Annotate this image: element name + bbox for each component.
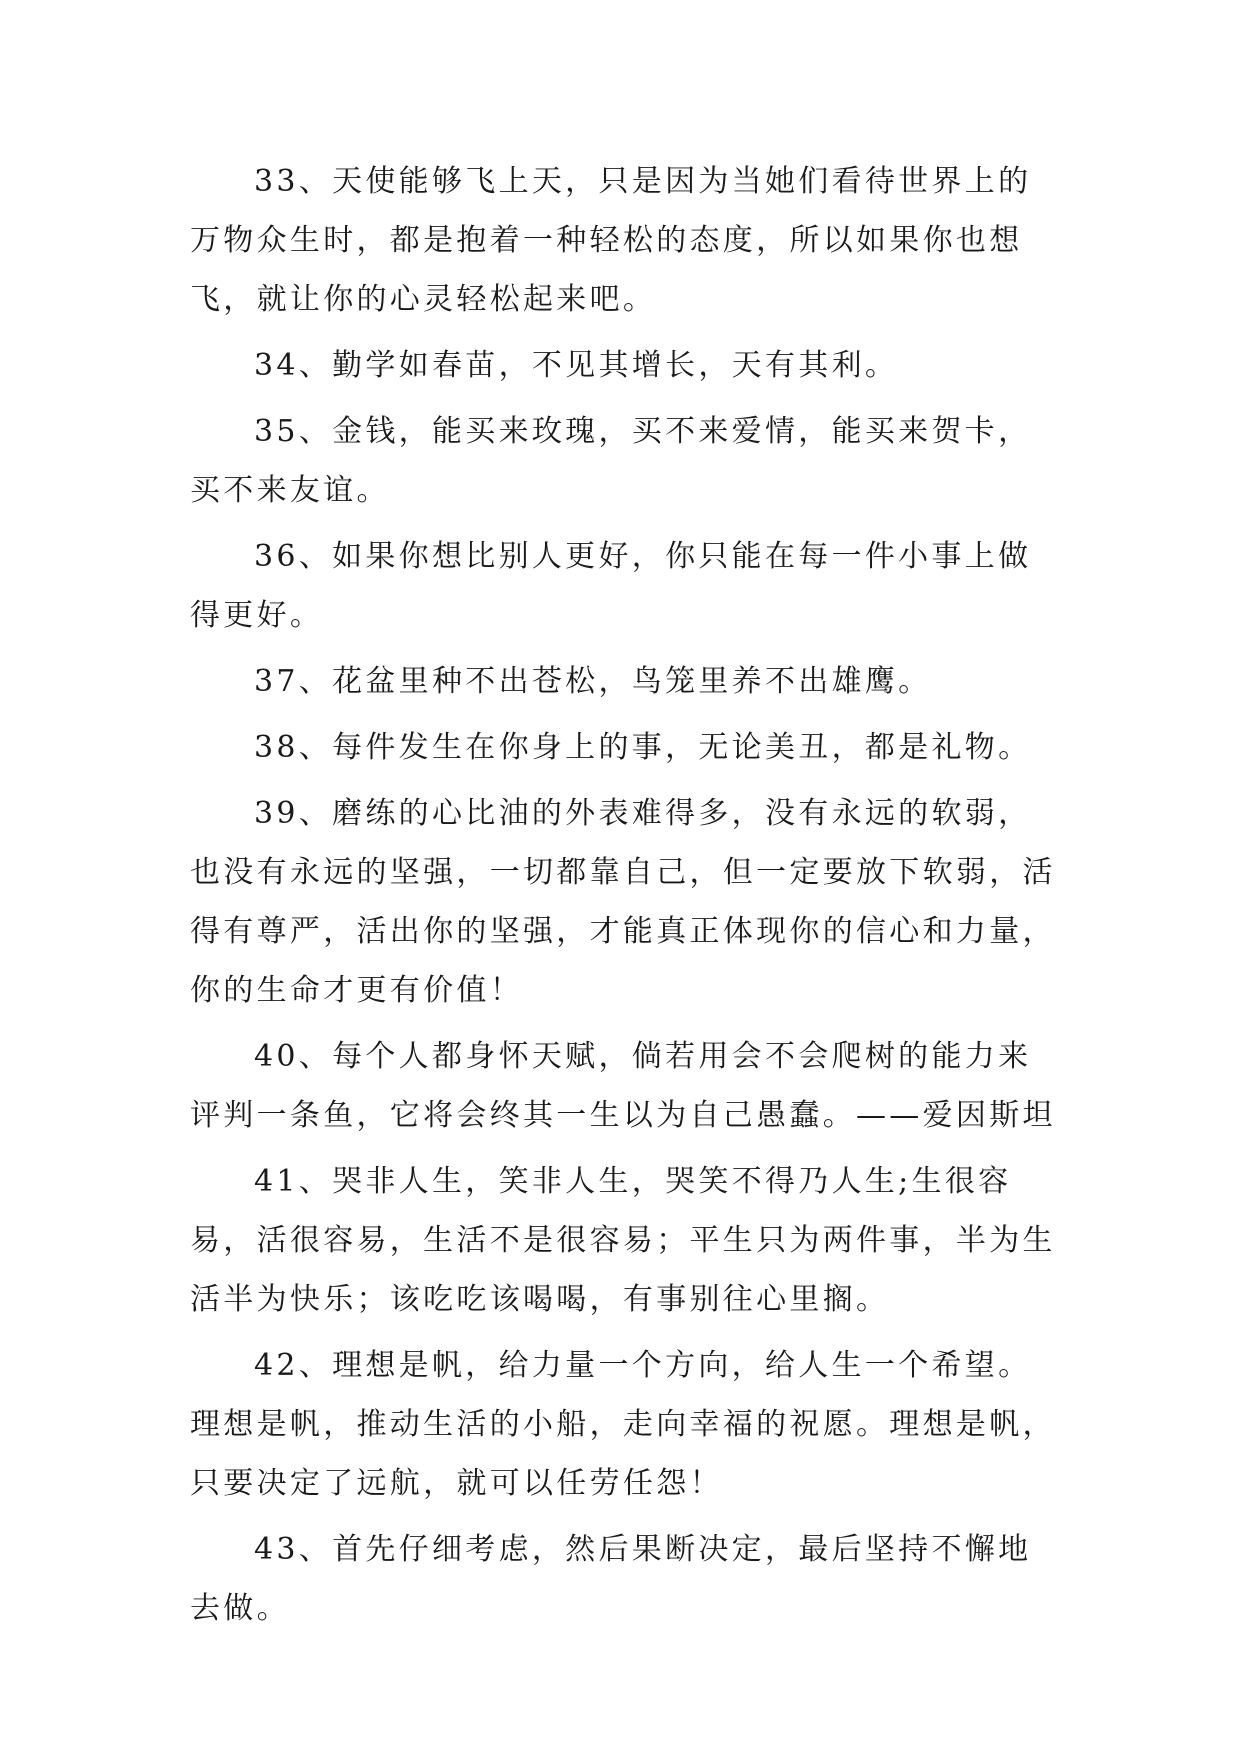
paragraph-37: 37、花盆里种不出苍松，鸟笼里养不出雄鹰。 xyxy=(254,664,932,699)
document-body xyxy=(190,152,1060,1645)
paragraph-41: 41、哭非人生，笑非人生，哭笑不得乃人生;生很容易，活很容易，生活不是很容易；平生只为两件事，半为生活半为快乐；该吃吃该喝喝，有事别往心里搁。 xyxy=(190,1164,1056,1317)
paragraph-34: 34、勤学如春苗，不见其增长，天有其利。 xyxy=(254,348,899,383)
paragraph-39: 39、磨练的心比油的外表难得多，没有永远的软弱，也没有永远的坚强，一切都靠自己，但一定要放下软弱，活得有尊严，活出你的坚强，才能真正体现你的信心和力量，你的生命才更有价值！ xyxy=(190,796,1056,1008)
paragraph-40: 40、每个人都身怀天赋，倘若用会不会爬树的能力来评判一条鱼，它将会终其一生以为自己愚蠢。——爱因斯坦 xyxy=(190,1039,1056,1133)
paragraph-43: 43、首先仔细考虑，然后果断决定，最后坚持不懈地去做。 xyxy=(190,1532,1032,1626)
paragraph-36: 36、如果你想比别人更好，你只能在每一件小事上做得更好。 xyxy=(190,539,1032,633)
paragraph-38: 38、每件发生在你身上的事，无论美丑，都是礼物。 xyxy=(254,730,1032,765)
paragraph-35: 35、金钱，能买来玫瑰，买不来爱情，能买来贺卡，买不来友谊。 xyxy=(190,414,1032,508)
paragraph-33: 33、天使能够飞上天，只是因为当她们看待世界上的万物众生时，都是抱着一种轻松的态度，所以如果你也想飞，就让你的心灵轻松起来吧。 xyxy=(190,164,1032,317)
paragraph-42: 42、理想是帆，给力量一个方向，给人生一个希望。理想是帆，推动生活的小船，走向幸福的祝愿。理想是帆，只要决定了远航，就可以任劳任怨！ xyxy=(190,1348,1056,1501)
